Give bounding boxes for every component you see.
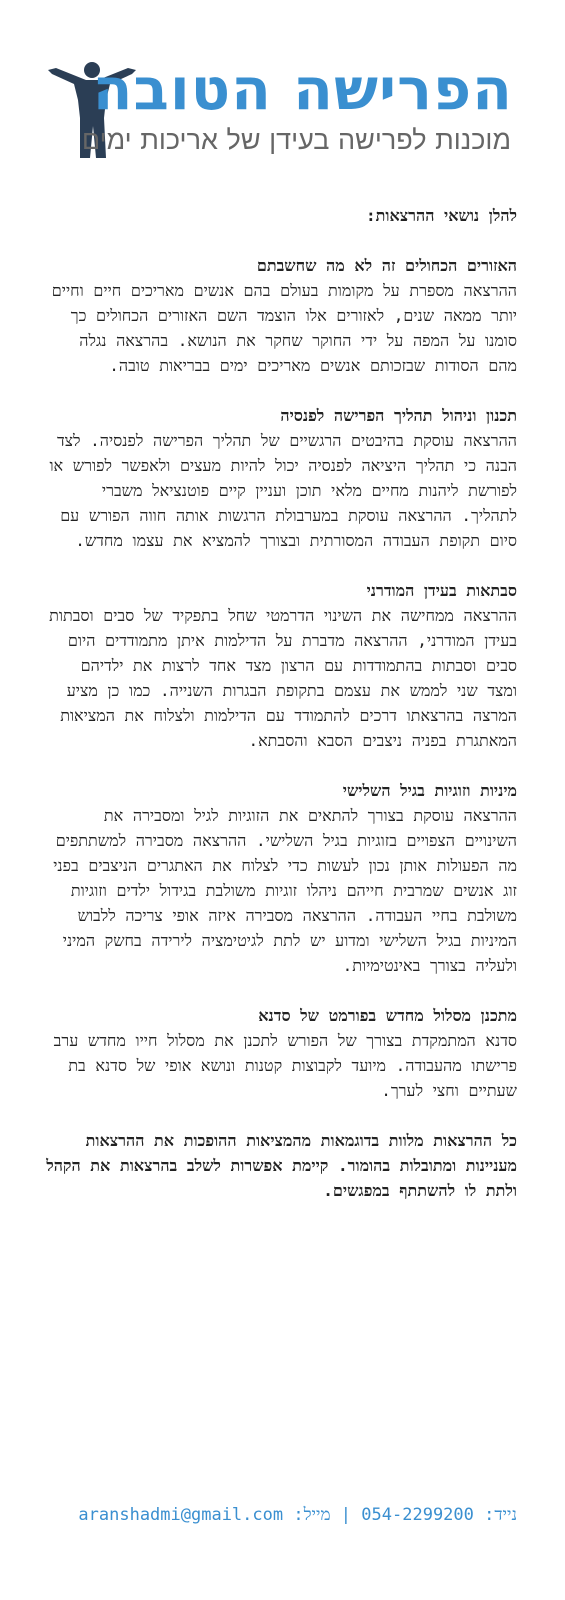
lecture-section [44,403,517,553]
brand-title: הפרישה הטובה [92,55,513,123]
lecture-body: ההרצאה מספרת על מקומות בעולם בהם אנשים מאריכים חיים וחיים יותר ממאה שנים, לאזורים אלו הוצמד השם האזורים הכחולים כך סומנו על המפה על ידי החוקר שחקר את הנושא. בהרצאה נגלה מהם הסודות שבזכותם אנשים מאריכים ימים בבריאות טובה. [51,281,517,375]
lecture-title: תכנון וניהול תהליך הפרישה לפנסיה [280,406,517,425]
phone-label: נייד: [484,1505,517,1525]
lecture-body: ההרצאה ממחישה את השינוי הדרמטי שחל בתפקיד של סבים וסבתות בעידן המודרני, ההרצאה מדברת על הדילמות איתן מתמודדים היום סבים וסבתות בהתמודדות עם הרצון מצד אחד לרצות את ילדיהם ומצד שני לממש את עצמם בתקופת הבגרות השנייה. כמו כן מציע המרצה בהרצאתו דרכים להתמודד עם הדילמות ולצלוח את המציאות המאתגרת בפניה ניצבים הסבא והסבתא. [49,606,517,750]
lecture-body: ההרצאה עוסקת בהיבטים הרגשיים של תהליך הפרישה לפנסיה. לצד הבנה כי תהליך היציאה לפנסיה יכול להיות מעצים ולאפשר לפורש או לפורשת ליהנות מחיים מלאי תוכן ועניין קיים פוטנציאל משברי לתהליך. ההרצאה עוסקת במערבולת הרגשות אותה חווה הפורש עם סיום תקופת העבודה המסורתית ובצורך להמציא את עצמו מחדש. [49,431,517,550]
lecture-section [44,253,517,378]
lecture-section [44,1003,517,1103]
lecture-title: סבתאות בעידן המודרני [366,581,517,600]
closing-note: כל ההרצאות מלוות בדוגמאות מהמציאות ההופכות את ההרצאות מעניינות ומתובלות בהומור. קיימת אפשרות לשלב בהרצאות את הקהל ולתת לו להשתתף במפגשים. [46,1131,517,1200]
phone-number[interactable]: 054-2299200 [361,1505,474,1525]
lecture-body: ההרצאה עוסקת בצורך להתאים את הזוגיות לגיל ומסבירה את השינויים הצפויים בזוגיות בגיל השלישי. ההרצאה מסבירה למשתתפים מה הפעולות אותן נכון לעשות כדי לצלוח את האתגרים הניצבים בפני זוג אנשים שמרבית חייהם ניהלו זוגיות משולבת בגידול ילדים וזוגיות משולבת בחיי העבודה. ההרצאה מסבירה איזה אופי צריכה ללבוש המיניות בגיל השלישי ומדוע יש לתת לגיטימציה לירידה בחשק המיני ולעליה בצורך באינטימיות. [53,806,517,975]
lecture-title: מיניות וזוגיות בגיל השלישי [342,781,517,800]
lectures-content [44,203,517,1203]
lecture-body: סדנא המתמקדת בצורך של הפורש לתכנן את מסלול חייו מחדש ערב פרישתו מהעבודה. מיועד לקבוצות קטנות ונושא אופי של סדנא בת שעתיים וחצי לערך. [53,1031,517,1100]
contact-separator: | [340,1505,352,1525]
contact-footer [0,1504,517,1526]
lecture-section [44,578,517,753]
header [0,0,565,175]
lecture-title: מתכנן מסלול מחדש בפורמט של סדנא [258,1006,517,1025]
lecture-title: האזורים הכחולים זה לא מה שחשבתם [256,256,517,275]
email-label: מייל: [293,1505,331,1525]
email-link[interactable]: aranshadmi@gmail.com [78,1505,284,1525]
intro-heading: להלן נושאי ההרצאות: [365,206,517,225]
lecture-section [44,778,517,978]
brand-subtitle: מוכנות לפרישה בעידן של אריכות ימים [81,125,511,156]
